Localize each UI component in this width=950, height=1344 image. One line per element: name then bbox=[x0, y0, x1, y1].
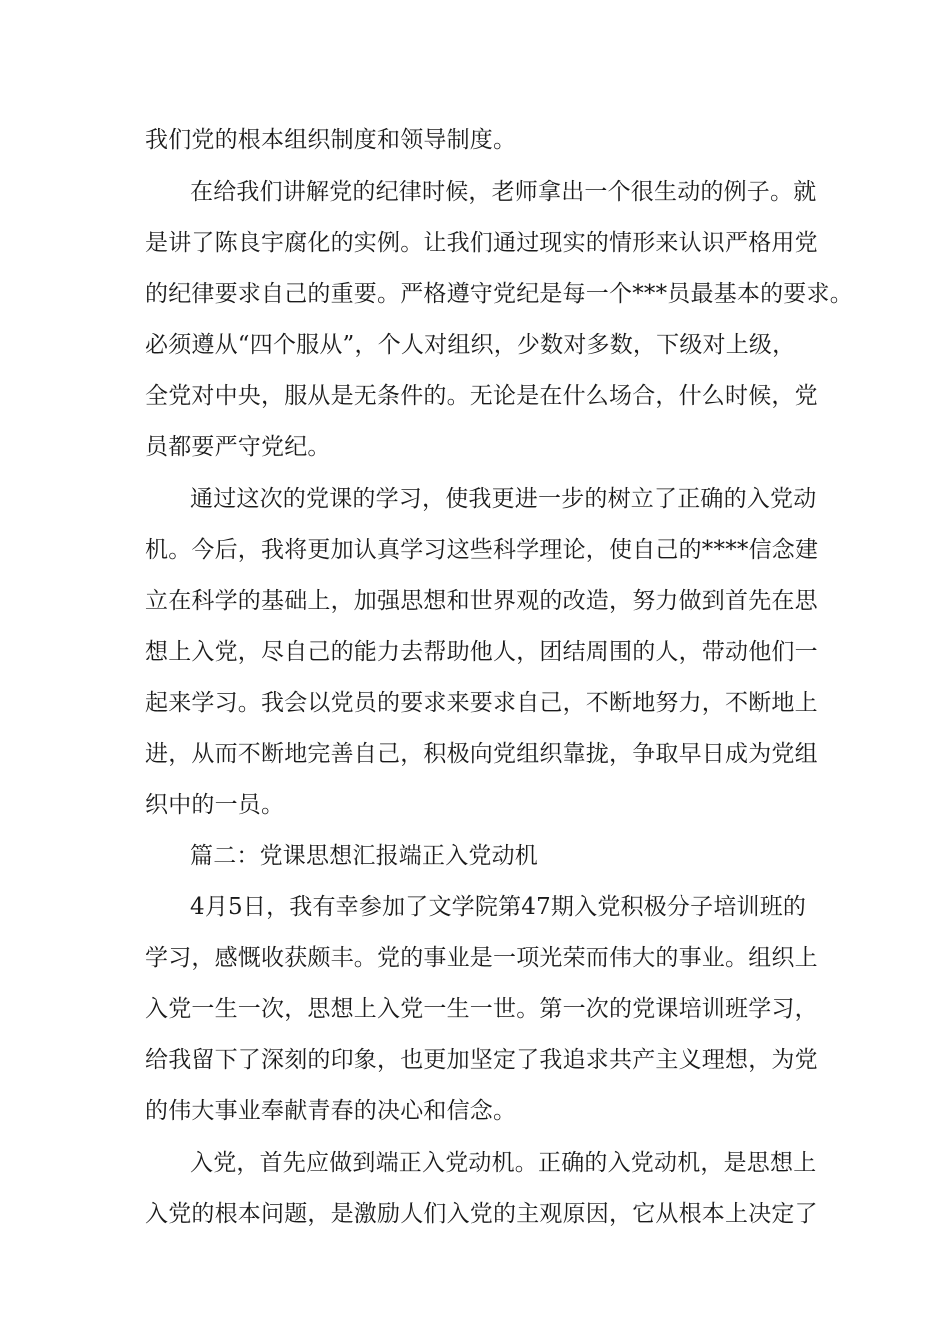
text-line: 是讲了陈良宇腐化的实例。让我们通过现实的情形来认识严格用党 bbox=[145, 230, 818, 256]
text-line: 给我留下了深刻的印象，也更加坚定了我追求共产主义理想，为党 bbox=[145, 1047, 818, 1073]
text-line: 机。今后，我将更加认真学习这些科学理论，使自己的****信念建 bbox=[145, 537, 819, 563]
text-line: 学习，感慨收获颇丰。党的事业是一项光荣而伟大的事业。组织上 bbox=[145, 945, 818, 971]
text-line: 织中的一员。 bbox=[145, 792, 285, 818]
paragraph-start-line: 4月5日，我有幸参加了文学院第47期入党积极分子培训班的 bbox=[190, 894, 807, 920]
text-line: 员都要严守党纪。 bbox=[145, 434, 331, 460]
text-line: 入党一生一次，思想上入党一生一世。第一次的党课培训班学习， bbox=[145, 996, 818, 1022]
paragraph-start-line: 入党，首先应做到端正入党动机。正确的入党动机，是思想上 bbox=[190, 1150, 817, 1176]
text-line: 的纪律要求自己的重要。严格遵守党纪是每一个***员最基本的要求。 bbox=[145, 281, 853, 307]
text-line: 起来学习。我会以党员的要求来要求自己，不断地努力，不断地上 bbox=[145, 690, 818, 716]
text-line: 想上入党，尽自己的能力去帮助他人，团结周围的人，带动他们一 bbox=[145, 639, 818, 665]
paragraph-start-line: 在给我们讲解党的纪律时候，老师拿出一个很生动的例子。就 bbox=[190, 179, 817, 205]
paragraph-start-line: 通过这次的党课的学习，使我更进一步的树立了正确的入党动 bbox=[190, 486, 817, 512]
text-line: 必须遵从“四个服从”，个人对组织，少数对多数，下级对上级， bbox=[145, 332, 796, 358]
text-line: 进，从而不断地完善自己，积极向党组织靠拢，争取早日成为党组 bbox=[145, 741, 818, 767]
text-line: 我们党的根本组织制度和领导制度。 bbox=[145, 127, 517, 153]
text-line: 的伟大事业奉献青春的决心和信念。 bbox=[145, 1098, 517, 1124]
text-line: 入党的根本问题，是激励人们入党的主观原因，它从根本上决定了 bbox=[145, 1201, 818, 1227]
section-heading: 篇二：党课思想汇报端正入党动机 bbox=[190, 843, 538, 869]
text-line: 全党对中央，服从是无条件的。无论是在什么场合，什么时候，党 bbox=[145, 383, 818, 409]
text-line: 立在科学的基础上，加强思想和世界观的改造，努力做到首先在思 bbox=[145, 588, 818, 614]
